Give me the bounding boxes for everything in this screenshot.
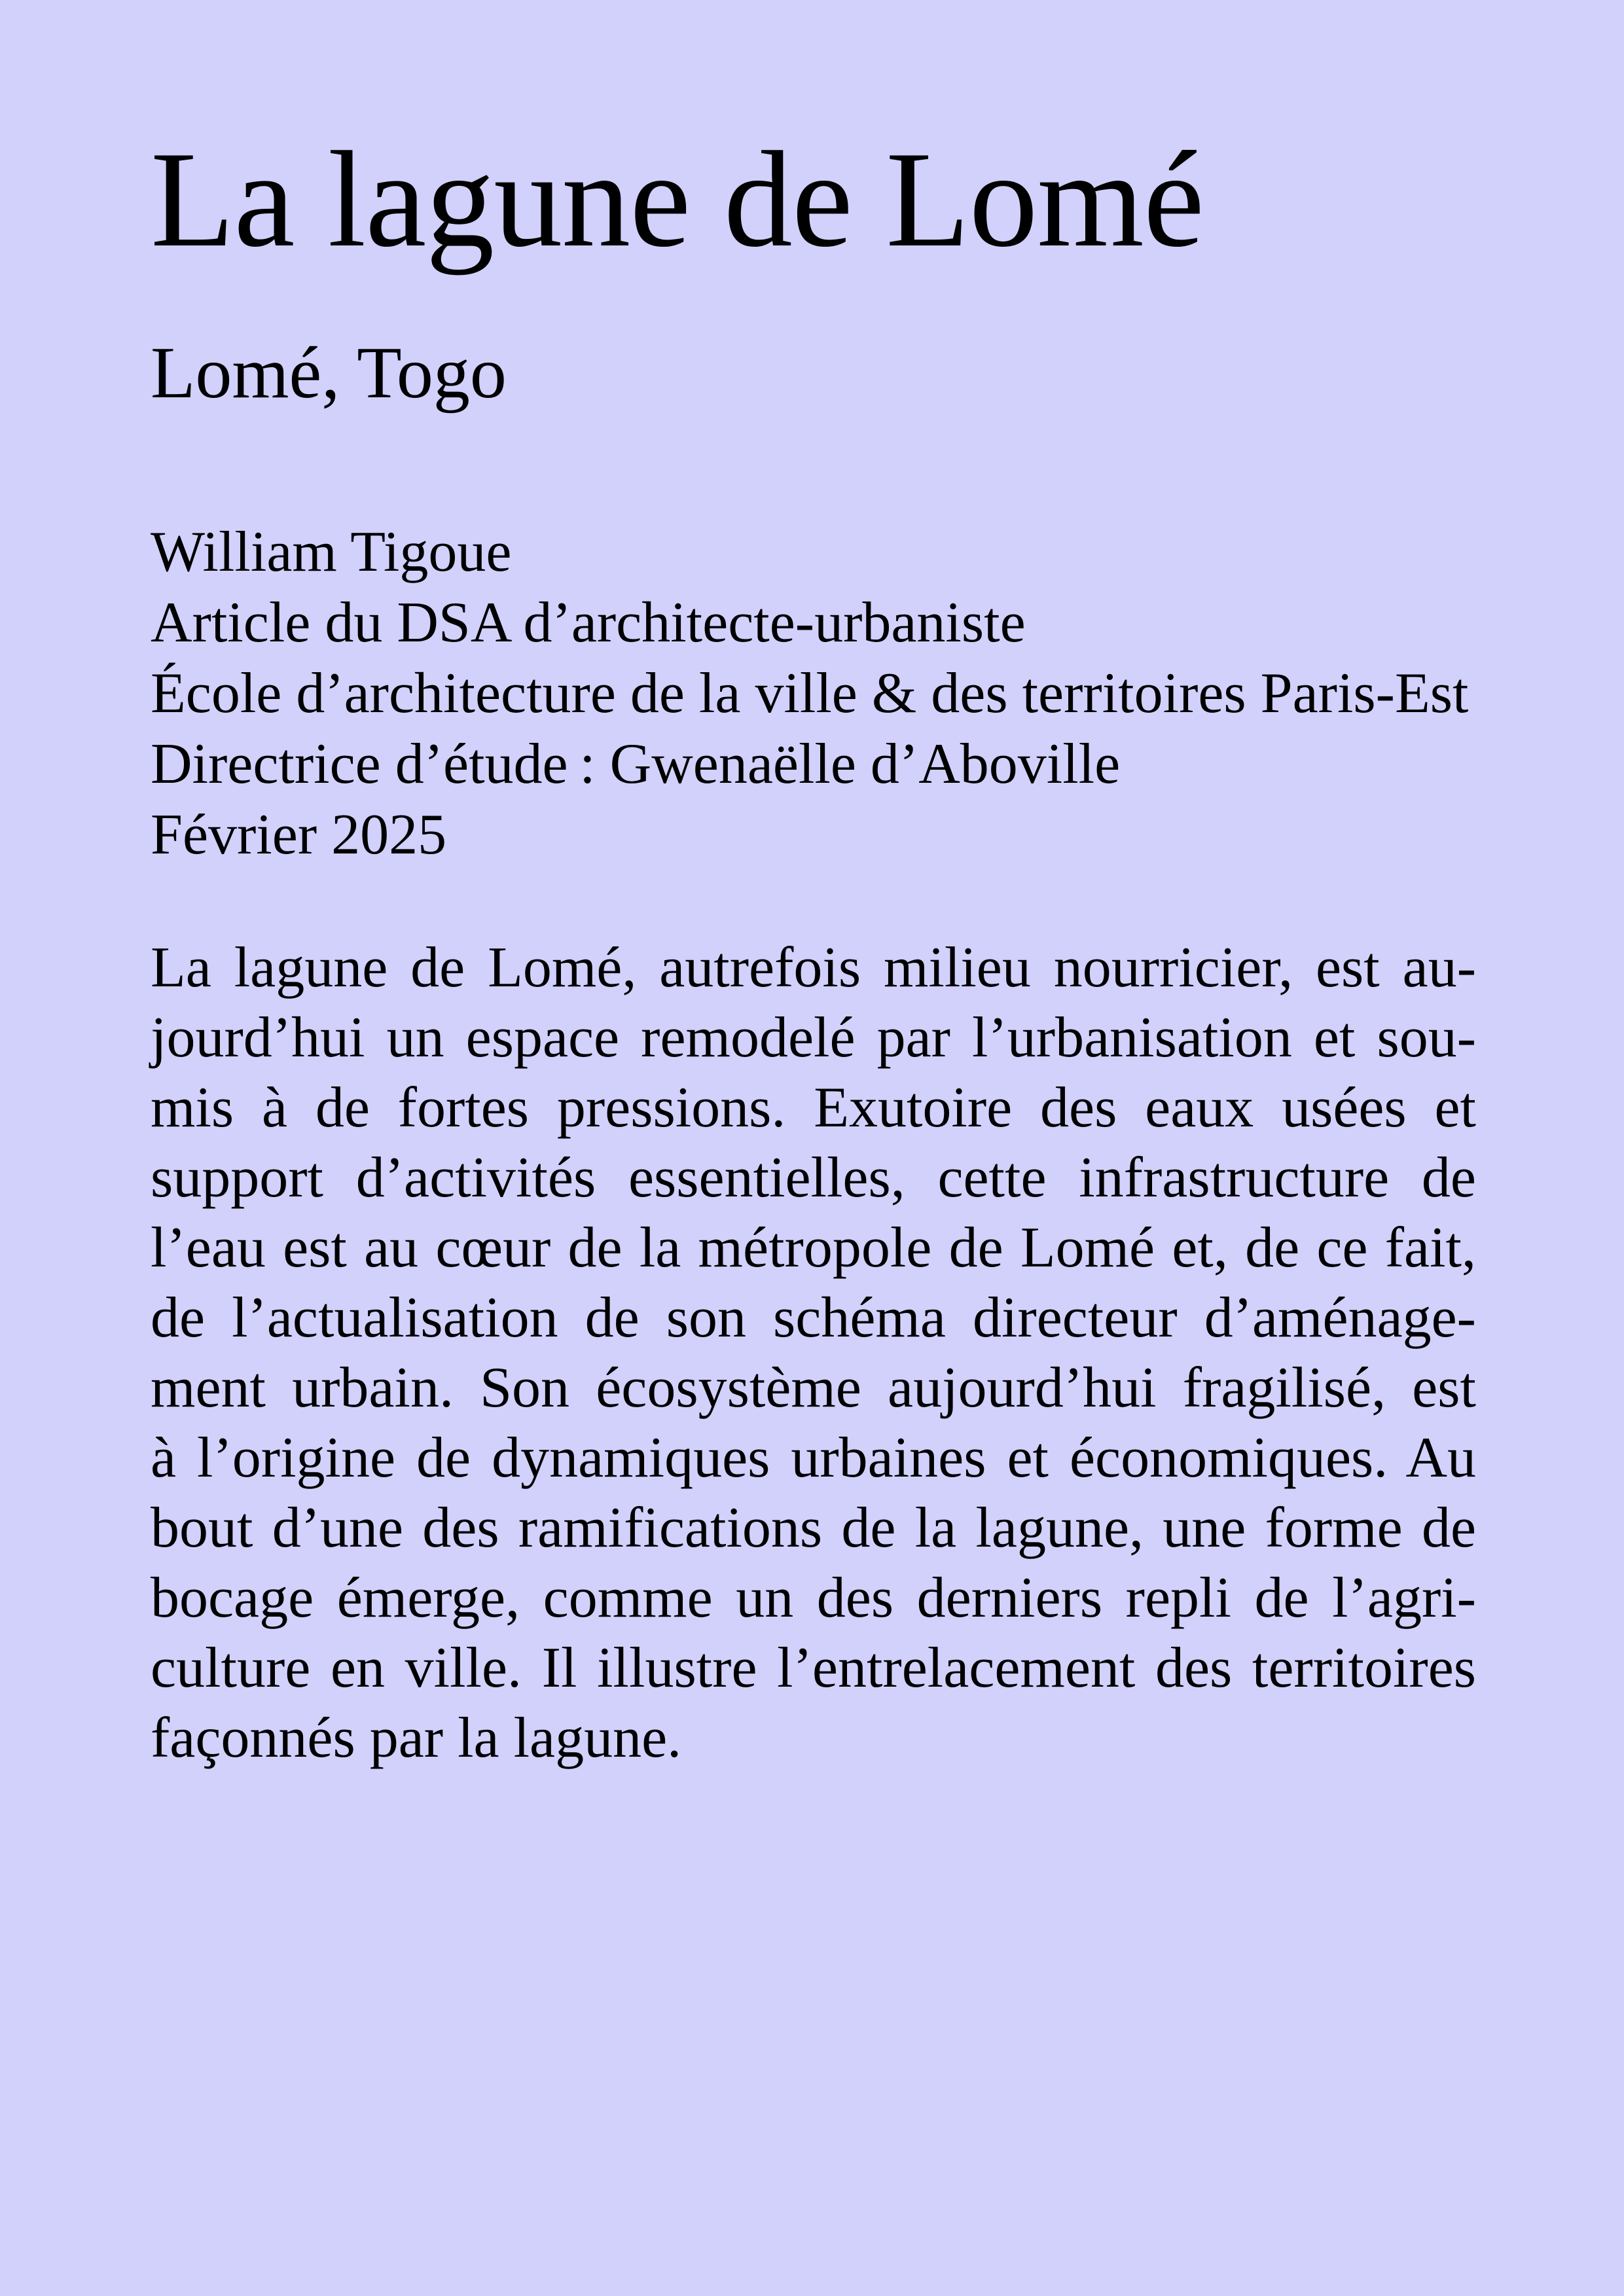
- abstract-line: mis à de fortes pressions. Exutoire des eaux usées et: [151, 1076, 1476, 1140]
- author-block-line: William Tigoue: [151, 520, 512, 584]
- page-subtitle: Lomé, Togo: [151, 332, 507, 414]
- abstract-line: support d’activités essentielles, cette infrastructure de: [151, 1146, 1476, 1210]
- abstract-line: bocage émerge, comme un des derniers repli de l’agri-: [151, 1566, 1476, 1630]
- author-block-line: École d’architecture de la ville & des territoires Paris-Est: [151, 662, 1469, 726]
- abstract-line: de l’actualisation de son schéma directeur d’aménage-: [151, 1286, 1476, 1350]
- page-title: La lagune de Lomé: [151, 124, 1204, 276]
- abstract-line: culture en ville. Il illustre l’entrelacement des territoires: [151, 1636, 1476, 1700]
- author-block-line: Février 2025: [151, 803, 447, 867]
- author-block-line: Directrice d’étude : Gwenaëlle d’Aboville: [151, 732, 1121, 797]
- abstract-line: jourd’hui un espace remodelé par l’urbanisation et sou-: [151, 1006, 1476, 1070]
- abstract-line: l’eau est au cœur de la métropole de Lomé et, de ce fait,: [151, 1216, 1476, 1280]
- abstract-line: bout d’une des ramifications de la lagune, une forme de: [151, 1496, 1476, 1560]
- author-block-line: Article du DSA d’architecte-urbaniste: [151, 591, 1026, 655]
- abstract-line: ment urbain. Son écosystème aujourd’hui fragilisé, est: [151, 1356, 1476, 1420]
- abstract-line: La lagune de Lomé, autrefois milieu nourricier, est au-: [151, 936, 1476, 1000]
- abstract-line: façonnés par la lagune.: [151, 1706, 682, 1770]
- author-block: [151, 517, 1476, 870]
- abstract-line: à l’origine de dynamiques urbaines et économiques. Au: [151, 1426, 1476, 1490]
- abstract-paragraph: [151, 933, 1476, 1773]
